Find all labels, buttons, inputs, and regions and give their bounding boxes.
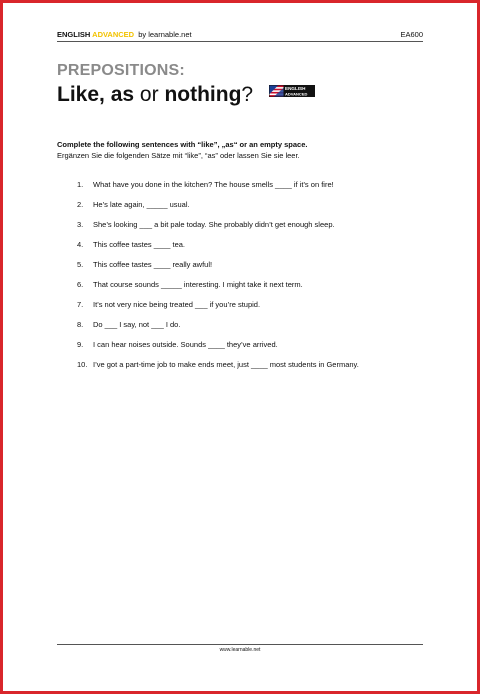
exercise-text: Do ___ I say, not ___ I do. xyxy=(93,320,181,329)
header-divider xyxy=(57,41,423,42)
title-word-like: Like xyxy=(57,83,100,106)
exercise-text: This coffee tastes ____ tea. xyxy=(93,240,186,249)
exercise-text: What have you done in the kitchen? The house smells ____ if it’s on fire! xyxy=(93,180,334,189)
page-title xyxy=(57,83,253,107)
worksheet-code: EA600 xyxy=(400,30,423,39)
title-word-nothing: nothing xyxy=(164,83,242,106)
exercise-number: 3. xyxy=(77,220,84,229)
brand-by-text: by learnable.net xyxy=(138,30,192,39)
exercise-text: This coffee tastes ____ really awful! xyxy=(93,260,213,269)
exercise-item xyxy=(77,259,427,279)
exercise-item xyxy=(77,219,427,239)
logo-line1: ENGLISH xyxy=(285,86,306,92)
exercise-item xyxy=(77,199,427,219)
exercise-number: 8. xyxy=(77,320,84,329)
footer-divider xyxy=(57,644,423,645)
exercise-item xyxy=(77,299,427,319)
title-question-mark: ? xyxy=(241,83,254,106)
exercise-item xyxy=(77,319,427,339)
exercise-number: 2. xyxy=(77,200,84,209)
title-comma: , xyxy=(99,83,105,106)
exercise-number: 7. xyxy=(77,300,84,309)
title-word-as: as xyxy=(110,83,135,106)
exercise-text: I can hear noises outside. Sounds ____ they’ve arrived. xyxy=(93,340,278,349)
instructions-english: Complete the following sentences with “like”, „as“ or an empty space. xyxy=(57,140,308,149)
exercise-item xyxy=(77,239,427,259)
english-advanced-flag-logo xyxy=(269,85,315,97)
exercise-text: She’s looking ___ a bit pale today. She probably didn’t get enough sleep. xyxy=(93,220,335,229)
exercise-item xyxy=(77,339,427,359)
exercise-item xyxy=(77,279,427,299)
exercise-item xyxy=(77,179,427,199)
exercise-list xyxy=(77,179,427,379)
exercise-number: 6. xyxy=(77,280,84,289)
exercise-number: 1. xyxy=(77,180,84,189)
brand-name xyxy=(57,30,134,39)
brand-english: ENGLISH xyxy=(57,30,91,39)
exercise-text: I’ve got a part-time job to make ends meet, just ____ most students in Germany. xyxy=(93,360,359,369)
page-kicker: PREPOSITIONS: xyxy=(57,62,185,79)
exercise-number: 4. xyxy=(77,240,84,249)
instructions-german: Ergänzen Sie die folgenden Sätze mit “like”, “as” oder lassen Sie sie leer. xyxy=(57,151,300,160)
title-word-or: or xyxy=(139,83,159,106)
brand-advanced: ADVANCED xyxy=(92,30,135,39)
exercise-text: He’s late again, _____ usual. xyxy=(93,200,190,209)
exercise-number: 10. xyxy=(77,360,88,369)
exercise-text: That course sounds _____ interesting. I might take it next term. xyxy=(93,280,303,289)
exercise-item xyxy=(77,359,427,379)
exercise-number: 9. xyxy=(77,340,84,349)
exercise-number: 5. xyxy=(77,260,84,269)
footer-url: www.learnable.net xyxy=(219,647,261,653)
logo-line2: ADVANCED xyxy=(285,91,308,97)
page-header xyxy=(57,29,423,41)
exercise-text: It’s not very nice being treated ___ if you’re stupid. xyxy=(93,300,261,309)
flag-icon xyxy=(270,86,284,97)
